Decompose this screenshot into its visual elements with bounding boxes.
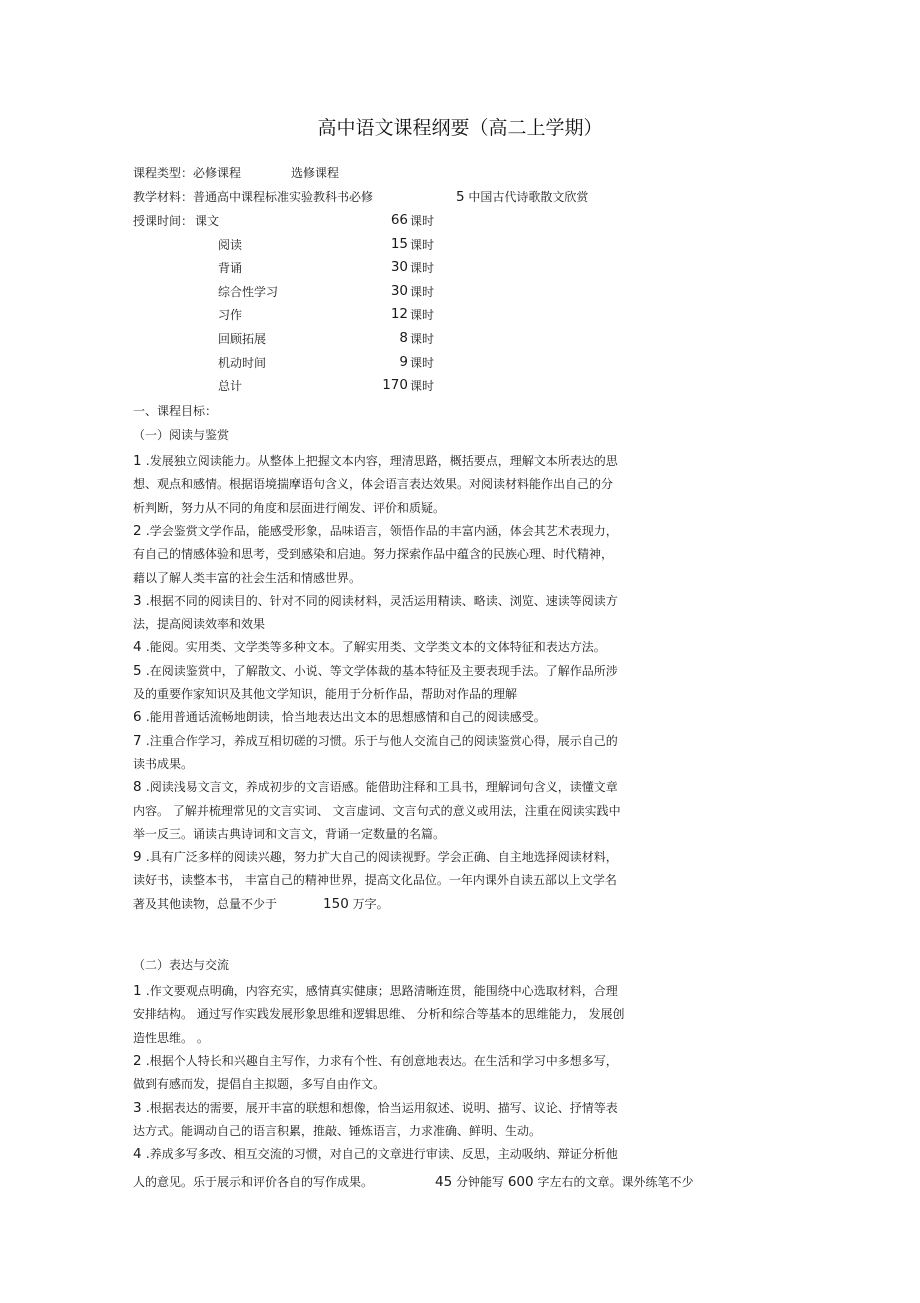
reading-item-number: 2	[133, 522, 146, 539]
reading-item-text: 读好书，读整本书， 丰富自己的精神世界，提高文化品位。一年内课外自读五部以上文学名	[133, 873, 617, 888]
expression-item-line	[133, 1050, 618, 1073]
expression-item-text: 人的意见。乐于展示和评价各自的写作成果。	[133, 1175, 374, 1190]
expression-item-line	[133, 1027, 209, 1050]
reading-item-number: 4	[133, 639, 146, 656]
reading-item-line	[133, 893, 389, 916]
reading-item-number: 5	[133, 662, 146, 679]
hours-item-unit: 课时	[410, 379, 435, 394]
course-type-line	[133, 164, 339, 182]
reading-item-line	[133, 869, 617, 892]
hours-item-value: 30	[390, 259, 408, 276]
reading-item-number: 8	[133, 779, 146, 796]
hours-item-value: 15	[390, 235, 408, 252]
reading-item-line	[133, 846, 618, 869]
expression-item-number: 2	[133, 1052, 146, 1069]
reading-item-text: 有自己的情感体验和思考，受到感染和启迪。努力探索作品中蕴含的民族心理、时代精神，	[133, 547, 614, 562]
hours-item-unit: 课时	[410, 237, 435, 252]
reading-item-line	[133, 450, 618, 473]
hours-item-name: 机动时间	[218, 355, 267, 370]
expression-item-text: 安排结构。 通过写作实践发展形象思维和逻辑思维、 分析和综合等基本的思维能力， 发展创	[133, 1007, 625, 1022]
reading-item-text: .发展独立阅读能力。从整体上把握文本内容，理清思路，概括要点，理解文本所表达的思	[145, 454, 618, 468]
reading-item-text: 想、观点和感情。根据语境揣摩语句含义，体会语言表达效果。对阅读材料能作出自己的分	[133, 477, 614, 492]
reading-item-line	[133, 567, 361, 590]
reading-item-text: .注重合作学习，养成互相切磋的习惯。乐于与他人交流自己的阅读鉴赏心得，展示自己的	[145, 733, 618, 748]
reading-item-line	[133, 520, 618, 543]
expression-item-number: 4	[133, 1146, 146, 1163]
expression-item-line	[133, 1120, 541, 1143]
reading-item-line	[133, 613, 265, 636]
expression-minutes-number: 45	[435, 1174, 453, 1191]
hours-item-unit: 课时	[410, 214, 435, 228]
reading-item-line	[133, 823, 445, 846]
hours-item-value: 66	[390, 212, 408, 228]
reading-item-text: .学会鉴赏文学作品，能感受形象，品味语言，领悟作品的丰富内涵，体会其艺术表现力，	[145, 523, 618, 538]
expression-item-number: 1	[133, 983, 146, 999]
course-type-elective: 选修课程	[291, 166, 340, 180]
subsection-expression: （二）表达与交流	[133, 958, 230, 972]
hours-item-name: 回顾拓展	[218, 332, 267, 346]
expression-item-line	[133, 1073, 385, 1096]
expression-item-text: .根据表达的需要，展开丰富的联想和想像，恰当运用叙述、说明、描写、议论、抒情等表	[145, 1100, 618, 1115]
expression-item-text: .养成多写多改、相互交流的习惯，对自己的文章进行审读、反思，主动吸纳、辩证分析他	[145, 1147, 618, 1162]
textbook-volume-title: 中国古代诗歌散文欣赏	[468, 190, 589, 204]
reading-item-text: 析判断，努力从不同的角度和层面进行阐发、评价和质疑。	[133, 500, 446, 515]
reading-item-line	[133, 683, 517, 706]
reading-item-text: .具有广泛多样的阅读兴趣，努力扩大自己的阅读视野。学会正确、自主地选择阅读材料，	[145, 850, 618, 865]
reading-item-line	[133, 590, 618, 613]
reading-item-number: 3	[133, 592, 146, 609]
course-type-required: 必修课程	[193, 166, 242, 180]
hours-item-name: 习作	[218, 308, 243, 323]
expression-item-line	[133, 1097, 618, 1120]
expression-item-text: 达方式。能调动自己的语言积累，推敲、锤炼语言，力求准确、鲜明、生动。	[133, 1123, 542, 1138]
expression-words-number: 600	[507, 1174, 534, 1191]
course-type-label: 课程类型：	[133, 166, 194, 180]
reading-item-number: 1	[133, 453, 146, 469]
hours-item-unit: 课时	[410, 284, 435, 299]
textbook-volume-number: 5	[456, 189, 465, 205]
hours-item-value: 8	[399, 330, 408, 346]
reading-item-text: .能阅。实用类、文学类等多种文本。了解实用类、文学类文本的文体特征和表达方法。	[145, 640, 606, 655]
hours-item-name: 综合性学习	[218, 284, 279, 299]
hours-item-name: 课文	[195, 214, 220, 228]
reading-item-text: 读书成果。	[133, 756, 194, 771]
hours-item-name: 阅读	[218, 237, 243, 252]
reading-item-text: 著及其他读物，总量不少于	[133, 896, 278, 911]
expression-item-text: 做到有感而发，提倡自主拟题，多写自由作文。	[133, 1077, 386, 1092]
reading-item-line	[133, 636, 606, 659]
reading-total-number: 150	[323, 895, 349, 912]
reading-item-line	[133, 473, 613, 496]
hours-item-unit: 课时	[410, 332, 435, 346]
hours-item-name: 背诵	[218, 261, 243, 276]
section-course-goals: 一、课程目标：	[133, 404, 218, 418]
hours-item-value: 9	[399, 353, 408, 370]
reading-item-text: .在阅读鉴赏中，了解散文、小说、等文学体裁的基本特征及主要表现手法。了解作品所涉	[145, 663, 618, 678]
reading-item-line	[133, 706, 546, 729]
reading-item-line	[133, 497, 445, 520]
expression-item-text: .根据个人特长和兴趣自主写作，力求有个性、有创意地表达。在生活和学习中多想多写，	[145, 1053, 618, 1068]
expression-item-text: 字左右的文章。课外练笔不少	[533, 1175, 694, 1190]
hours-item-value: 12	[390, 306, 408, 323]
hours-item-unit: 课时	[410, 355, 435, 370]
reading-item-text: .阅读浅易文言文，养成初步的文言语感。能借助注释和工具书，理解词句含义，读懂文章	[145, 780, 618, 795]
hours-item-name: 总计	[218, 379, 243, 394]
reading-item-text: 内容。 了解并梳理常见的文言实词、 文言虚词、文言句式的意义或用法，注重在阅读实践中	[133, 803, 621, 818]
textbook-name: 普通高中课程标准实验教科书必修	[193, 190, 374, 204]
reading-item-number: 6	[133, 709, 146, 726]
reading-item-text: 万字。	[348, 896, 389, 911]
reading-item-number: 9	[133, 849, 146, 866]
reading-item-text: 法，提高阅读效率和效果	[133, 617, 266, 632]
page-title: 高中语文课程纲要（高二上学期）	[317, 117, 603, 139]
reading-item-line	[133, 800, 621, 823]
reading-item-text: 藉以了解人类丰富的社会生活和情感世界。	[133, 570, 362, 585]
reading-item-text: .能用普通话流畅地朗读，恰当地表达出文本的思想感情和自己的阅读感受。	[145, 710, 546, 725]
expression-item-text: 造性思维。 。	[133, 1030, 209, 1045]
reading-item-line	[133, 776, 618, 799]
reading-item-line	[133, 660, 618, 683]
reading-item-line	[133, 730, 618, 753]
hours-item-unit: 课时	[410, 261, 435, 276]
hours-item-value: 170	[382, 377, 408, 394]
hours-item-unit: 课时	[410, 308, 435, 323]
textbook-label: 教学材料：	[133, 190, 194, 204]
expression-item-line	[133, 1171, 693, 1194]
hours-label: 授课时间：	[133, 214, 194, 228]
expression-item-text: .作文要观点明确，内容充实，感情真实健康；思路清晰连贯，能围绕中心选取材料，合理	[145, 984, 618, 998]
expression-item-line	[133, 1143, 618, 1166]
reading-item-line	[133, 543, 613, 566]
reading-item-line	[133, 753, 193, 776]
reading-item-number: 7	[133, 732, 146, 749]
hours-item-value: 30	[390, 282, 408, 299]
expression-item-line	[133, 980, 618, 1003]
reading-item-text: .根据不同的阅读目的、针对不同的阅读材料，灵活运用精读、略读、浏览、速读等阅读方	[145, 593, 618, 608]
subsection-reading: （一）阅读与鉴赏	[133, 428, 230, 442]
expression-item-line	[133, 1003, 624, 1026]
expression-item-number: 3	[133, 1099, 146, 1116]
reading-item-text: 举一反三。诵读古典诗词和文言文，背诵一定数量的名篇。	[133, 826, 446, 841]
expression-item-text: 分钟能写	[452, 1175, 508, 1190]
textbook-volume	[456, 188, 588, 206]
reading-item-text: 及的重要作家知识及其他文学知识，能用于分析作品，帮助对作品的理解	[133, 687, 518, 701]
textbook-line	[133, 188, 373, 206]
